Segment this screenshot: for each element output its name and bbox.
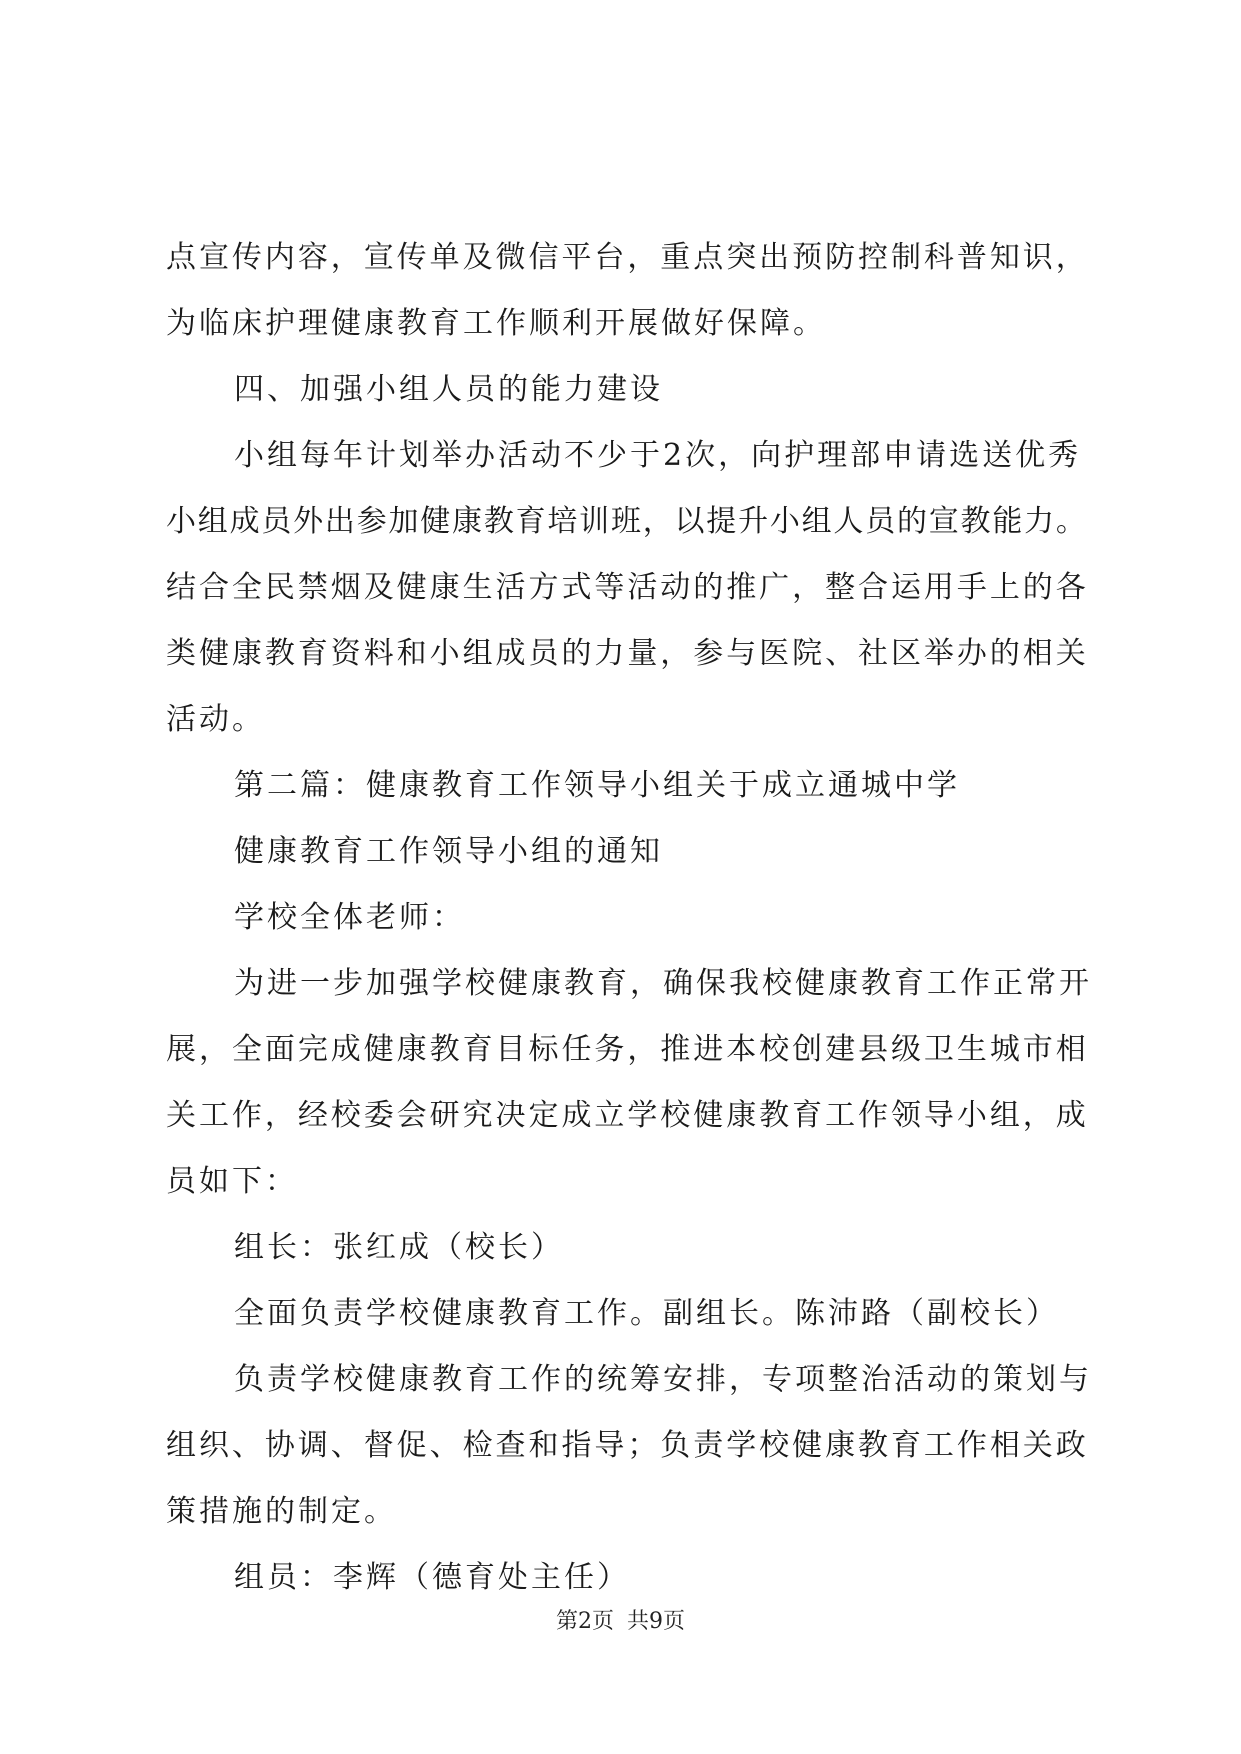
paragraph-line: 关 工 作 ， 经 校 委 会 研 究 决 定 成 立 学 校 健 康 教 育 工 作 领 导 小 组 ， 成 — [166, 1098, 1086, 1133]
paragraph-line: 负责学校健康教育工作的统筹安排，专项整治活动的策划与 — [234, 1362, 1092, 1397]
member-entry: 组长：张红成（校长） — [234, 1230, 564, 1265]
paragraph-line: 为进一步加强学校健康教育，确保我校健康教育工作正常开 — [234, 966, 1092, 1001]
paragraph-line: 策措施的制定。 — [166, 1494, 397, 1529]
paragraph-line: 小组每年计划举办活动不少于2次，向护理部申请选送优秀 — [234, 438, 1082, 473]
paragraph-line: 结 合 全 民 禁 烟 及 健 康 生 活 方 式 等 活 动 的 推 广 ， 整 合 运 用 手 上 的 各 — [166, 570, 1086, 605]
paragraph-line: 小 组 成 员 外 出 参 加 健 康 教 育 培 训 班 ， 以 提 升 小 组 人 员 的 宣 教 能 力 。 — [166, 504, 1086, 539]
page-number: 第2页 共9页 — [556, 1609, 685, 1634]
salutation: 学校全体老师： — [234, 900, 465, 935]
paragraph-line: 员如下： — [166, 1164, 298, 1199]
article-title-continued: 健康教育工作领导小组的通知 — [234, 834, 663, 869]
document-body — [166, 225, 1092, 1611]
member-entry: 全面负责学校健康教育工作。副组长。陈沛路（副校长） — [234, 1296, 1059, 1331]
paragraph-line: 活动。 — [166, 702, 265, 737]
paragraph-line: 点 宣 传 内 容 ， 宣 传 单 及 微 信 平 台 ， 重 点 突 出 预 防 控 制 科 普 知 识 ， — [166, 240, 1086, 275]
paragraph-line: 类 健 康 教 育 资 料 和 小 组 成 员 的 力 量 ， 参 与 医 院 、 社 区 举 办 的 相 关 — [166, 636, 1086, 671]
paragraph-line: 展 ， 全 面 完 成 健 康 教 育 目 标 任 务 ， 推 进 本 校 创 建 县 级 卫 生 城 市 相 — [166, 1032, 1086, 1067]
member-entry: 组员：李辉（德育处主任） — [234, 1560, 630, 1595]
article-title: 第二篇：健康教育工作领导小组关于成立通城中学 — [234, 768, 960, 803]
paragraph-line: 为临床护理健康教育工作顺利开展做好保障。 — [166, 306, 826, 341]
section-heading: 四、加强小组人员的能力建设 — [234, 372, 663, 407]
paragraph-line: 组 织 、 协 调 、 督 促 、 检 查 和 指 导 ； 负 责 学 校 健 康 教 育 工 作 相 关 政 — [166, 1428, 1086, 1463]
